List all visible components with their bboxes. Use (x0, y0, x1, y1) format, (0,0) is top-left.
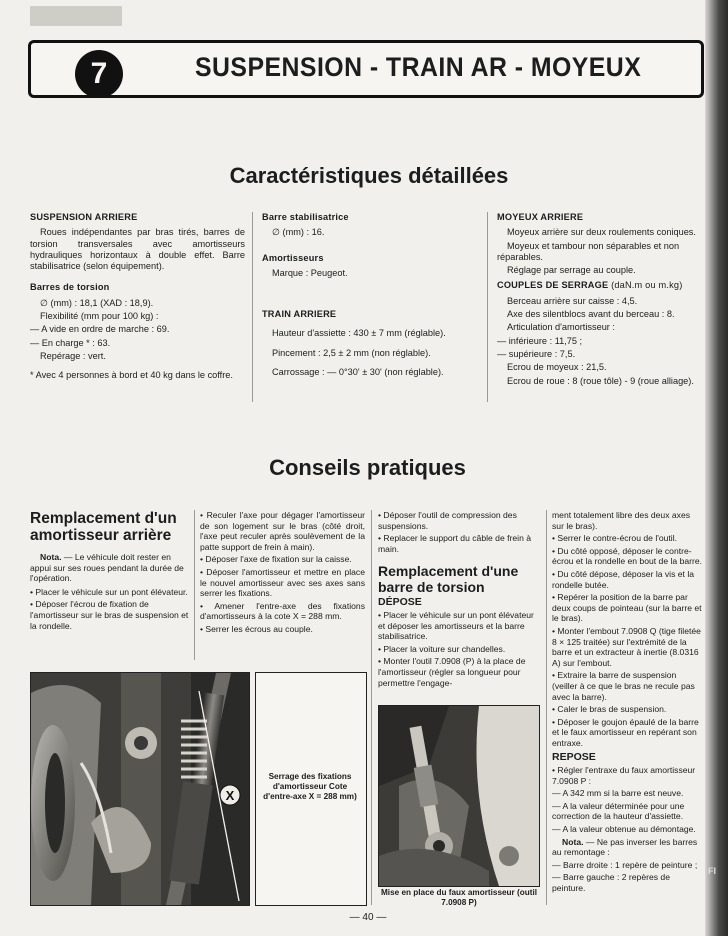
couple-berceau: Berceau arrière sur caisse : 4,5. (507, 295, 638, 306)
heading-barre-stab: Barre stabilisatrice (262, 212, 349, 222)
section-title-characteristics: Caractéristiques détaillées (229, 163, 509, 188)
torsion-flex: Flexibilité (mm pour 100 kg) : (40, 311, 159, 322)
divider (252, 212, 253, 402)
step-ecrou: • Déposer l'écrou de fixation de l'amortisseur sur le bras de suspension et la rondelle. (30, 599, 189, 631)
col-suspension (30, 212, 245, 384)
barre-gauche: — Barre gauche : 2 repères de peinture. (552, 872, 670, 893)
torsion-diameter: ∅ (mm) : 18,1 (XAD : 18,9). (40, 297, 154, 308)
stab-diameter: ∅ (mm) : 16. (272, 227, 325, 238)
heading-train-arriere: TRAIN ARRIERE (262, 309, 337, 320)
barre-droite: — Barre droite : 1 repère de peinture ; (552, 859, 698, 870)
step-contre-ecrou-outil: • Serrer le contre-écrou de l'outil. (552, 533, 678, 544)
couple-superieure: — supérieure : 7,5. (497, 348, 576, 359)
nota-text: — Ne pas inverser les barres au remontage : (552, 836, 698, 858)
photo-shock-absorber-drawing (31, 673, 249, 905)
step-embout: • Monter l'embout 7.0908 Q (tige filetée 8 × 125 traitée) sur l'extrémité de la barre et un extracteur à inertie (8.0316 A) sur l'embout. (552, 625, 701, 668)
step-342mm: — A 342 mm si la barre est neuve. (552, 788, 684, 799)
nota-text: — Le véhicule doit rester en appui sur ses roues pendant la durée de l'opération. (30, 552, 184, 584)
step-cable-frein: • Replacer le support du câble de frein à main. (378, 533, 532, 554)
step-axe-caisse: • Déposer l'axe de fixation sur la caisse. (200, 554, 352, 565)
step-reculer: • Reculer l'axe pour dégager l'amortisseur de son logement sur le bras (côté droit, l'axe peut reculer après soulèvement de la patte support de frein à main). (200, 510, 365, 552)
step-pont: • Placer le véhicule sur un pont élévateur. (30, 586, 188, 597)
torsion-mark: Repérage : vert. (40, 350, 106, 361)
couple-articulation: Articulation d'amortisseur : (507, 322, 615, 333)
advice-col-4 (552, 510, 704, 896)
couple-inferieure: — inférieure : 11,75 ; (497, 335, 583, 346)
moyeux-reglage: Réglage par serrage au couple. (507, 265, 636, 276)
torsion-load: — En charge * : 63. (30, 337, 111, 348)
step-extraire: • Extraire la barre de suspension (veiller à ce que le bras ne recule pas avec la barre). (552, 670, 695, 702)
edge-text: FI (708, 866, 716, 876)
step-serrer: • Serrer les écrous au couple. (200, 623, 313, 634)
couple-ecrou-moyeux: Ecrou de moyeux : 21,5. (507, 362, 607, 373)
col-train (262, 212, 480, 380)
divider (194, 510, 195, 660)
divider (371, 510, 372, 905)
moyeux-tambour: Moyeux et tambour non séparables et non réparables. (497, 240, 680, 262)
step-outil-compression: • Déposer l'outil de compression des suspensions. (378, 510, 517, 531)
amort-marque: Marque : Peugeot. (272, 267, 348, 278)
torsion-empty: — A vide en ordre de marche : 69. (30, 324, 170, 335)
couple-ecrou-roue: Ecrou de roue : 8 (roue tôle) - 9 (roue alliage). (507, 375, 694, 386)
advice-col-3 (378, 510, 540, 690)
photo-tool-install (378, 705, 540, 887)
section-title-advice: Conseils pratiques (269, 455, 466, 480)
heading-moyeux: MOYEUX ARRIERE (497, 212, 584, 222)
heading-couples (497, 280, 703, 291)
heading-amortisseurs: Amortisseurs (262, 252, 324, 263)
suspension-description: Roues indépendantes par bras tirés, barres de torsion transversales avec amortisseurs hydrauliques horizontaux à double effet. Barre stabilisatrice (selon équipement). (30, 227, 245, 272)
heading-suspension-arriere: SUSPENSION ARRIERE (30, 212, 138, 222)
step-pont-amortisseurs: • Placer le véhicule sur un pont élévateur et déposer les amortisseurs et la barre stabilisatrice. (378, 609, 534, 642)
page-number: — 40 — (349, 912, 387, 923)
page-gutter-shadow (705, 0, 728, 936)
train-carrossage: Carrossage : — 0°30' ± 30' (non réglable). (272, 367, 444, 378)
train-pincement: Pincement : 2,5 ± 2 mm (non réglable). (272, 347, 431, 358)
caption-shock-absorber: Serrage des fixations d'amortisseur Cote d'entre-axe X = 288 mm) (263, 772, 357, 801)
heading-repose: REPOSE (552, 751, 596, 764)
step-caler: • Caler le bras de suspension. (552, 704, 667, 715)
nota-barres (552, 837, 704, 858)
advice-col-1 (30, 510, 190, 633)
train-assiette: Hauteur d'assiette : 430 ± 7 mm (réglable). (272, 328, 446, 339)
col-moyeux (497, 212, 703, 389)
step-regler-entraxe: • Régler l'entraxe du faux amortisseur 7.0908 P : (552, 765, 696, 786)
chapter-title: SUSPENSION - TRAIN AR - MOYEUX (195, 52, 642, 82)
divider (546, 510, 547, 905)
photo-shock-absorber (30, 672, 250, 906)
divider (487, 212, 488, 402)
step-vis-rondelle: • Du côté dépose, déposer la vis et la rondelle butée. (552, 568, 695, 590)
advice-col-2 (200, 510, 365, 637)
load-note: * Avec 4 personnes à bord et 40 kg dans le coffre. (30, 370, 233, 381)
step-outil-7-0908: • Monter l'outil 7.0908 (P) à la place de l'amortisseur (régler sa longueur pour permettre l'engage- (378, 656, 526, 688)
chapter-number-badge: 7 (75, 50, 123, 98)
step-entre-axe: • Amener l'entre-axe des fixations d'amortisseurs à la cote X = 288 mm. (200, 600, 365, 622)
step-chandelles: • Placer la voiture sur chandelles. (378, 643, 506, 654)
couples-unit: (daN.m ou m.kg) (611, 280, 683, 291)
step-nouvel-amortisseur: • Déposer l'amortisseur et mettre en place le nouvel amortisseur avec ses axes sans serrer les fixations. (200, 566, 365, 599)
nota-label: Nota. (40, 552, 62, 562)
nota-amortisseur (30, 552, 190, 584)
caption-tool-install: Mise en place du faux amortisseur (outil 7.0908 P) (380, 888, 538, 907)
step-valeur-obtenue: — A la valeur obtenue au démontage. (552, 824, 696, 835)
top-tab (30, 6, 122, 26)
step-reperer: • Repérer la position de la barre par deux coups de pointeau (sur la barre et le bras). (552, 592, 702, 624)
dimension-marker-x: X (225, 788, 235, 803)
nota-label: Nota. (562, 836, 584, 847)
couple-silentblocs: Axe des silentblocs avant du berceau : 8. (507, 309, 675, 320)
moyeux-roulements: Moyeux arrière sur deux roulements coniques. (507, 227, 696, 238)
photo-tool-install-drawing (379, 706, 539, 886)
step-valeur-determinee: — A la valeur déterminée pour une correction de la hauteur d'assiette. (552, 800, 685, 822)
heading-depose: DÉPOSE (378, 596, 422, 609)
title-remplacement-amortisseur: Remplacement d'un amortisseur arrière (30, 510, 177, 544)
step-axes-libres: ment totalement libre des deux axes sur le bras). (552, 510, 691, 531)
title-remplacement-barre: Remplacement d'une barre de torsion (378, 563, 519, 595)
heading-barres-torsion: Barres de torsion (30, 282, 110, 293)
couples-label: COUPLES DE SERRAGE (497, 280, 609, 291)
step-goujon: • Déposer le goujon épaulé de la barre et le faux amortisseur en repérant son entraxe. (552, 716, 699, 748)
step-cote-oppose: • Du côté opposé, déposer le contre-écrou et la rondelle en bout de la barre. (552, 545, 703, 567)
